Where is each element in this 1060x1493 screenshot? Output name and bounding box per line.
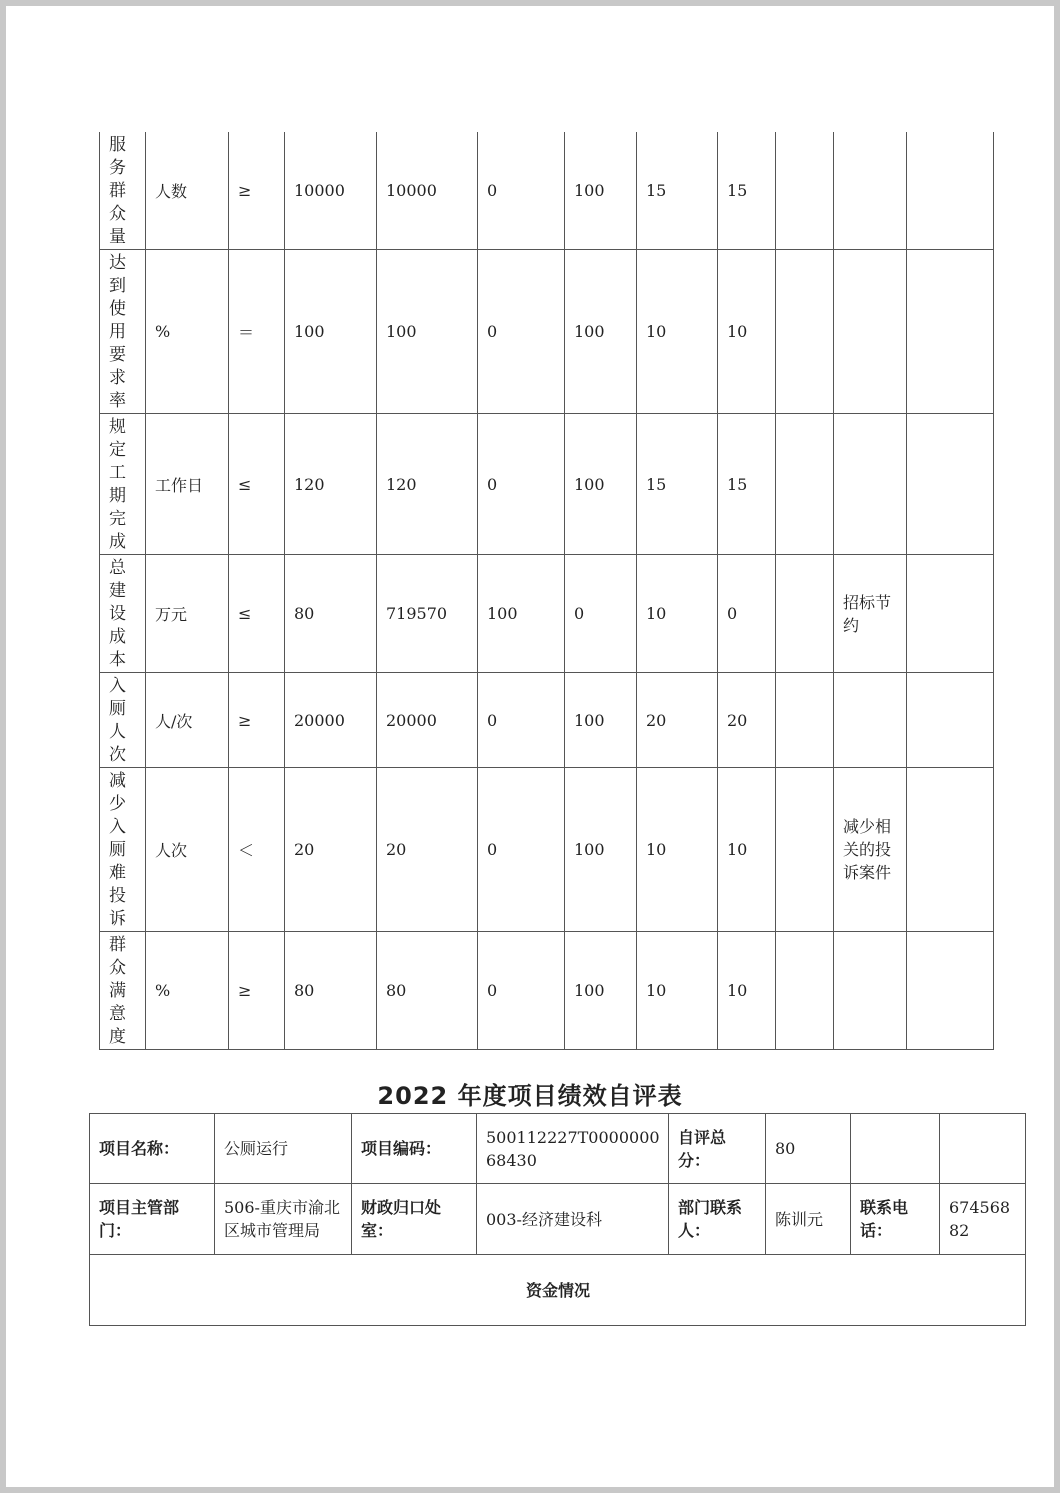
indicator-note: 减少相关的投诉案件 <box>834 768 907 932</box>
indicator-rate: 100 <box>565 768 637 932</box>
indicator-name <box>100 414 146 555</box>
indicator-deviation: 0 <box>478 932 565 1050</box>
indicator-name-text: 入厕人次 <box>109 676 126 765</box>
empty-cell <box>851 1114 940 1184</box>
indicator-rate: 100 <box>565 932 637 1050</box>
indicator-actual: 120 <box>377 414 478 555</box>
funds-heading: 资金情况 <box>90 1255 1026 1326</box>
indicator-weight: 10 <box>637 768 718 932</box>
indicator-score: 10 <box>718 932 776 1050</box>
indicator-score: 15 <box>718 414 776 555</box>
indicator-name <box>100 132 146 250</box>
project-info-row-1 <box>90 1114 1026 1184</box>
indicator-name-text: 减少入厕难投诉 <box>109 771 126 929</box>
dept-label: 项目主管部门： <box>90 1184 215 1255</box>
indicator-extra-cell <box>776 132 834 250</box>
contact-value: 陈训元 <box>766 1184 851 1255</box>
project-info-row-2 <box>90 1184 1026 1255</box>
project-name-value: 公厕运行 <box>215 1114 352 1184</box>
dept-value: 506-重庆市渝北区城市管理局 <box>215 1184 352 1255</box>
indicator-rate: 100 <box>565 132 637 250</box>
indicator-weight: 15 <box>637 414 718 555</box>
indicator-unit: 人/次 <box>146 673 229 768</box>
phone-label: 联系电话： <box>851 1184 940 1255</box>
indicator-target: 120 <box>285 414 377 555</box>
indicator-operator: ＜ <box>229 768 285 932</box>
indicator-note <box>834 932 907 1050</box>
indicator-name <box>100 250 146 414</box>
project-code-value: 500112227T000000068430 <box>477 1114 669 1184</box>
indicator-operator: ≤ <box>229 555 285 673</box>
indicator-deviation: 100 <box>478 555 565 673</box>
indicator-actual: 20 <box>377 768 478 932</box>
indicator-target: 80 <box>285 932 377 1050</box>
indicator-unit: % <box>146 250 229 414</box>
finance-label: 财政归口处室： <box>352 1184 477 1255</box>
indicator-note <box>834 132 907 250</box>
indicator-deviation: 0 <box>478 673 565 768</box>
indicator-unit: 人数 <box>146 132 229 250</box>
empty-cell <box>940 1114 1026 1184</box>
indicator-deviation: 0 <box>478 414 565 555</box>
project-name-label: 项目名称： <box>90 1114 215 1184</box>
indicator-rate: 0 <box>565 555 637 673</box>
indicator-extra-cell <box>776 932 834 1050</box>
indicator-extra-cell <box>776 768 834 932</box>
indicator-name <box>100 555 146 673</box>
indicator-target: 10000 <box>285 132 377 250</box>
indicator-deviation: 0 <box>478 250 565 414</box>
indicator-table <box>99 132 994 1050</box>
indicator-deviation: 0 <box>478 768 565 932</box>
indicator-note: 招标节约 <box>834 555 907 673</box>
indicator-rate: 100 <box>565 250 637 414</box>
indicator-rate: 100 <box>565 414 637 555</box>
indicator-row <box>100 555 994 673</box>
indicator-weight: 15 <box>637 132 718 250</box>
indicator-name-text: 达到使用要求率 <box>109 253 126 411</box>
indicator-extra-cell <box>907 250 994 414</box>
indicator-name-text: 群众满意度 <box>109 935 126 1047</box>
indicator-name-text: 总建设成本 <box>109 558 126 670</box>
indicator-row <box>100 673 994 768</box>
indicator-row <box>100 768 994 932</box>
indicator-score: 10 <box>718 768 776 932</box>
project-code-label: 项目编码： <box>352 1114 477 1184</box>
indicator-weight: 10 <box>637 250 718 414</box>
indicator-unit: % <box>146 932 229 1050</box>
indicator-target: 100 <box>285 250 377 414</box>
indicator-operator: ≤ <box>229 414 285 555</box>
indicator-score: 15 <box>718 132 776 250</box>
indicator-unit: 万元 <box>146 555 229 673</box>
indicator-weight: 20 <box>637 673 718 768</box>
indicator-row <box>100 132 994 250</box>
indicator-deviation: 0 <box>478 132 565 250</box>
indicator-unit: 工作日 <box>146 414 229 555</box>
indicator-operator: ≥ <box>229 673 285 768</box>
indicator-extra-cell <box>907 673 994 768</box>
indicator-extra-cell <box>907 132 994 250</box>
indicator-name-text: 服务群众量 <box>109 135 126 247</box>
indicator-extra-cell <box>776 673 834 768</box>
self-score-label: 自评总分： <box>669 1114 766 1184</box>
indicator-note <box>834 250 907 414</box>
indicator-actual: 20000 <box>377 673 478 768</box>
finance-value: 003-经济建设科 <box>477 1184 669 1255</box>
indicator-operator: ≥ <box>229 932 285 1050</box>
indicator-note <box>834 673 907 768</box>
indicator-extra-cell <box>907 555 994 673</box>
indicator-name <box>100 768 146 932</box>
indicator-score: 0 <box>718 555 776 673</box>
indicator-operator: ≥ <box>229 132 285 250</box>
funds-row <box>90 1255 1026 1326</box>
indicator-extra-cell <box>776 250 834 414</box>
indicator-name-text: 规定工期完成 <box>109 417 126 552</box>
indicator-row <box>100 414 994 555</box>
indicator-actual: 80 <box>377 932 478 1050</box>
indicator-row <box>100 250 994 414</box>
indicator-operator: ＝ <box>229 250 285 414</box>
indicator-name <box>100 673 146 768</box>
indicator-actual: 100 <box>377 250 478 414</box>
indicator-score: 20 <box>718 673 776 768</box>
indicator-unit: 人次 <box>146 768 229 932</box>
indicator-target: 80 <box>285 555 377 673</box>
indicator-note <box>834 414 907 555</box>
indicator-extra-cell <box>907 768 994 932</box>
indicator-extra-cell <box>907 932 994 1050</box>
indicator-rate: 100 <box>565 673 637 768</box>
indicator-extra-cell <box>776 555 834 673</box>
indicator-name <box>100 932 146 1050</box>
indicator-row <box>100 932 994 1050</box>
indicator-score: 10 <box>718 250 776 414</box>
document-page <box>6 6 1054 1487</box>
indicator-actual: 10000 <box>377 132 478 250</box>
page-title: 2022 年度项目绩效自评表 <box>377 1082 683 1110</box>
indicator-weight: 10 <box>637 932 718 1050</box>
indicator-extra-cell <box>776 414 834 555</box>
indicator-weight: 10 <box>637 555 718 673</box>
phone-value: 67456882 <box>940 1184 1026 1255</box>
contact-label: 部门联系人： <box>669 1184 766 1255</box>
project-info-table <box>89 1113 1026 1326</box>
indicator-actual: 719570 <box>377 555 478 673</box>
indicator-extra-cell <box>907 414 994 555</box>
self-score-value: 80 <box>766 1114 851 1184</box>
indicator-target: 20000 <box>285 673 377 768</box>
indicator-target: 20 <box>285 768 377 932</box>
